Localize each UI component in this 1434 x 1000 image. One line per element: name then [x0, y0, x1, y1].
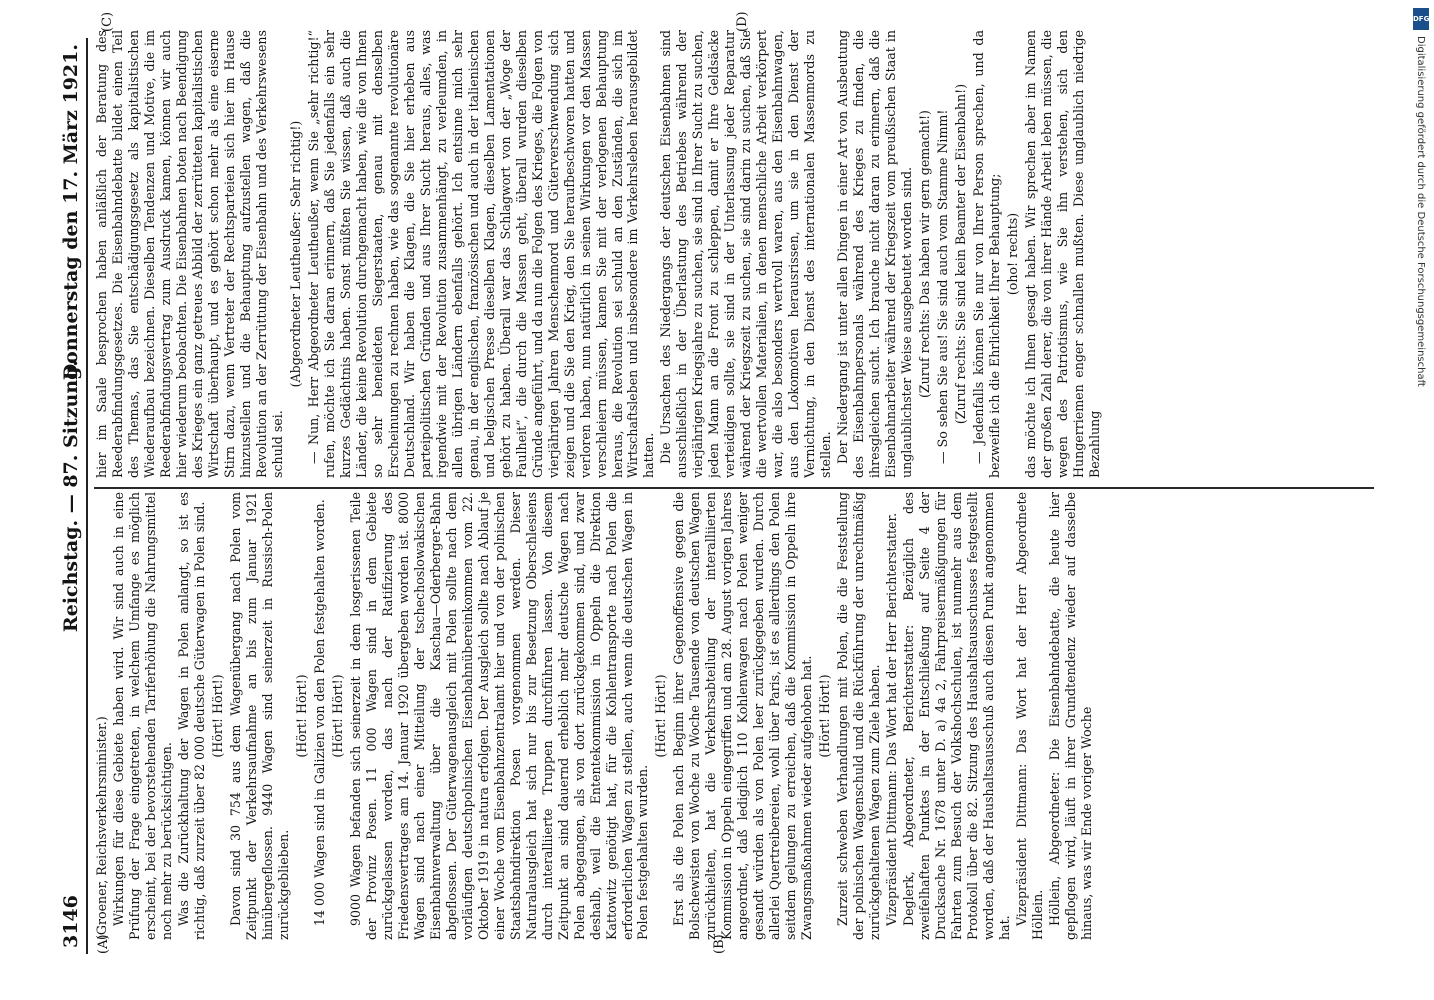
interjection: (Hört! Hört!)	[209, 674, 225, 758]
chair-remark: Vizepräsident Dittmann: Das Wort hat der Herr Abgeordnete Höllein.	[1014, 492, 1046, 940]
column-divider	[94, 487, 1374, 489]
paragraph: 14 000 Wagen sind in Galizien von den Polen festgehalten worden.	[311, 499, 327, 926]
dfg-logo-icon: DFG	[1413, 8, 1429, 30]
speaker-line: (Groener, Reichsverkehrsminister.)	[94, 716, 109, 940]
interjection: (Hört! Hört!)	[293, 674, 309, 758]
paragraph: Deglerk, Abgeordneter, Berichterstatter: Bezüglich des zweifelhaften Punktes in der Entschließung auf Seite 4 der Drucksache Nr. 1678 unter D. a) 4a 2, Fahrpreisermäßigungen für Fahrten zum Besuch der Volkshochschulen, ist nunmehr aus dem Protokoll über die 82. Sitzung des Haushaltsausschusses festgestellt worden, daß der Haushaltsausschuß auch diesen Punkt angenommen hat.	[901, 492, 1013, 940]
page-number: 3146	[60, 895, 82, 948]
interjection: (oho! rechts)	[1005, 212, 1021, 296]
paragraph: das möchte ich Ihnen gesagt haben. Wir sprechen aber im Namen der großen Zahl derer, die von ihrer Hände Arbeit leben müssen, die wegen des Patriotismus, wie Sie ihn verstehen, sich den Hungerriemen enger schnallen mußten. Diese unglaublich niedrige Bezahlung	[1023, 30, 1103, 478]
paragraph: hier im Saale besprochen haben anläßlich der Beratung des Reederabfindungsgesetzes. Die Eisenbahndebatte bildet einen Teil des Themas, das Sie entschädigungsgesetz als kapitalistischen Wiederaufbau bezeichnen. Dieselben Tendenzen und Motive, die im Reederabfindungsvertrag zum Ausdruck kamen, können wir auch hier wiederum beobachten. Die Eisenbahnen boten nach Beendigung des Krieges ein ganz getreues Abbild der zerrütteten kapitalistischen Wirtschaft überhaupt, und es gehört schon mehr als eine eiserne Stirn dazu, wenn Vertreter der Rechtsparteien sich hier im Hause hinzustellen und die Behauptung aufzustellen wagen, daß die Revolution an der Zerrüttung der Eisenbahn und des Verkehrswesens schuld sei.	[94, 30, 285, 478]
paragraph: Zurzeit schweben Verhandlungen mit Polen, die die Feststellung der polnischen Wagenschuld und die Rückführung der unrechtmäßig zurückgehaltenen Wagen zum Ziele haben.	[835, 492, 883, 940]
paragraph: — So sehen Sie aus! Sie sind auch vom Stamme Nimm!	[935, 109, 951, 464]
left-column	[94, 492, 1374, 940]
interjection: (Hört! Hört!)	[329, 674, 345, 758]
paragraph: — Jedenfalls können Sie nur von Ihrer Person sprechen, und da bezweifle ich die Ehrlichkeit Ihrer Behauptung;	[971, 30, 1003, 478]
paragraph: Wirkungen für diese Gebiete haben wird. Wir sind auch in eine Prüfung der Frage eingetreten, in welchem Umfange es möglich erscheint, bei der bevorstehenden Tariferhöhung die Nahrungsmittel noch mehr zu berücksichtigen.	[110, 492, 174, 940]
interjection: (Zuruf rechts: Das haben wir gern gemacht!)	[917, 110, 933, 398]
paragraph: Was die Zurückhaltung der Wagen in Polen anlangt, so ist es richtig, daß zurzeit über 82 000 deutsche Güterwagen in Polen sind.	[175, 492, 207, 940]
watermark-text: Digitalisierung gefördert durch die Deutsche Forschungsgemeinschaft	[1415, 36, 1426, 387]
interjection: (Hört! Hört!)	[817, 674, 833, 758]
margin-mark-b: (B)	[712, 934, 727, 954]
session-title: Reichstag. — 87. Sitzung.	[60, 359, 82, 633]
margin-mark-a: (A)	[96, 934, 111, 954]
paragraph: Erst als die Polen nach Beginn ihrer Gegenoffensive gegen die Bolschewisten von Woche zu Woche Tausende von deutschen Wagen zurückhielten, hat die Verkehrsabteilung der interalliierten Kommission in Oppeln eingegriffen und am 28. August vorigen Jahres angeordnet, daß lediglich 110 Kohlenwagen nach Polen weniger gesandt würden als von Polen leer zurückgegeben wurden. Durch allerlei Quertreibereien, wohl über Paris, ist es allerdings den Polen seitdem gelungen zu erreichen, daß die Kommission in Oppeln ihre Zwangsmaßnahmen wieder aufgehoben hat.	[671, 492, 815, 940]
watermark	[1412, 6, 1432, 996]
right-column	[94, 30, 1374, 478]
margin-mark-c: (C)	[100, 11, 115, 32]
interjection: (Zuruf rechts: Sie sind kein Beamter der Eisenbahn!)	[953, 83, 969, 425]
margin-mark-d: (D)	[735, 11, 750, 32]
paragraph: Höllein, Abgeordneter: Die Eisenbahndebatte, die heute hier gepflogen wird, läuft in ihrer Grundtendenz wieder auf dasselbe hinaus, was wir Ende voriger Woche	[1047, 492, 1095, 940]
paragraph: Davon sind 30 754 aus dem Wagenübergang nach Polen vom Zeitpunkt der Verkehrsaufnahme an bis zum Januar 1921 hinübergeflossen. 9440 Wagen sind seinerzeit in Russisch-Polen zurückgeblieben.	[227, 492, 291, 940]
paragraph: 9000 Wagen befanden sich seinerzeit in dem losgerissenen Teile der Provinz Posen. 11 000 Wagen sind in dem Gebiete zurückgelassen worden, das nach der Ratifizierung des Friedensvertrages am 14. Januar 1920 übergeben worden ist. 8000 Wagen sind nach einer Mitteilung der tschechoslowakischen Eisenbahnverwaltung über die Kaschau—Oderberger-Bahn abgeflossen. Der Güterwagenausgleich mit Polen sollte nach dem vorläufigen deutschpolnischen Eisenbahnübereinkommen vom 22. Oktober 1919 in natura erfolgen. Der Ausgleich sollte nach Ablauf je einer Woche vom Eisenbahnzentralamt hier und von der polnischen Staatsbahndirektion Posen vorgenommen werden. Dieser Naturalausgleich hat sich nur bis zur Besetzung Oberschlesiens durch interalliierte Truppen durchführen lassen. Von diesem Zeitpunkt an sind dauernd erheblich mehr deutsche Wagen nach Polen abgegangen, als von dort zurückgekommen sind, und zwar deshalb, weil die Ententekommission in Oppeln die Direktion Kattowitz genötigt hat, für die Kohlentransporte nach Polen die erforderlichen Wagen zu stellen, auch wenn die deutschen Wagen in Polen festgehalten wurden.	[347, 492, 651, 940]
interjection: (Hört! Hört!)	[653, 674, 669, 758]
paragraph: Die Ursachen des Niedergangs der deutschen Eisenbahnen sind ausschließlich in der Überlastung des Betriebes während der vierjährigen Kriegsjahre zu suchen, sie sind in Ihrer Sucht zu suchen, jeden Mann an die Front zu schleppen, damit er Ihre Geldsäcke verteidigen sollte, sie sind in der Unterlassung jeder Reparatur während der Kriegszeit zu suchen, sie sind darin zu suchen, daß Sie die wertvollen Materialien, in denen menschliche Arbeit verkörpert war, die also besonders wertvoll waren, aus den Eisenbahnwagen, aus den Lokomotiven herausrissen, um sie in den Dienst der Vernichtung, in den Dienst des internationalen Massenmords zu stellen.	[658, 30, 834, 478]
paragraph: — Nun, Herr Abgeordneter Leutheußer, wenn Sie „sehr richtig!“ rufen, möchte ich Sie daran erinnern, daß Sie jedenfalls ein sehr kurzes Gedächtnis haben. Sonst müßten Sie wissen, daß auch die Länder, die keine Revolution durchgemacht haben, wie die von Ihnen so sehr beneideten Siegerstaaten, genau mit denselben Erscheinungen zu rechnen haben, wie das sogenannte revolutionäre Deutschland. Wir haben die Klagen, die Sie hier erheben aus parteipolitischen Gründen und aus Ihrer Sucht heraus, alles, was irgendwie mit der Revolution zusammenhängt, zu verleumden, in allen übrigen Ländern ebenfalls gehört. Ich entsinne mich sehr genau, in der englischen, französischen und auch in der italienischen und belgischen Presse dieselben Klagen, dieselben Lamentationen gehört zu haben. Überall war das Schlagwort von der „Woge der Faulheit“, die durch die Massen geht, überall wurden dieselben Gründe angeführt, und da nun die Folgen des Krieges, die Folgen von vierjährigen Jahren Menschenmord und Güterverschwendung sich zeigen und die Sie den Krieg, den Sie heraufbeschworen hatten und verloren haben, nun natürlich in seinen Wirkungen vor den Massen verschleiern müssen, kamen Sie mit der verlogenen Behauptung heraus, die Revolution sei schuld an den Zuständen, die sich im Wirtschaftsleben und insbesondere im Verkehrsleben herausgebildet hatten.	[305, 30, 657, 478]
paragraph: Der Niedergang ist unter allen Dingen in einer Art von Ausbeutung des Eisenbahnpersonals während des Krieges zu finden, die ihresgleichen sucht. Ich brauche nicht daran zu erinnern, daß die Eisenbahnarbeiter während der Kriegszeit vom preußischen Staat in unglaublichster Weise ausgebeutet worden sind.	[835, 30, 915, 478]
session-date: Donnerstag den 17. März 1921.	[60, 44, 82, 381]
page-header	[58, 38, 88, 954]
chair-remark: Vizepräsident Dittmann: Das Wort hat der Herr Berichterstatter.	[884, 512, 900, 926]
interjection: (Abgeordneter Leutheußer: Sehr richtig!)	[287, 120, 303, 388]
